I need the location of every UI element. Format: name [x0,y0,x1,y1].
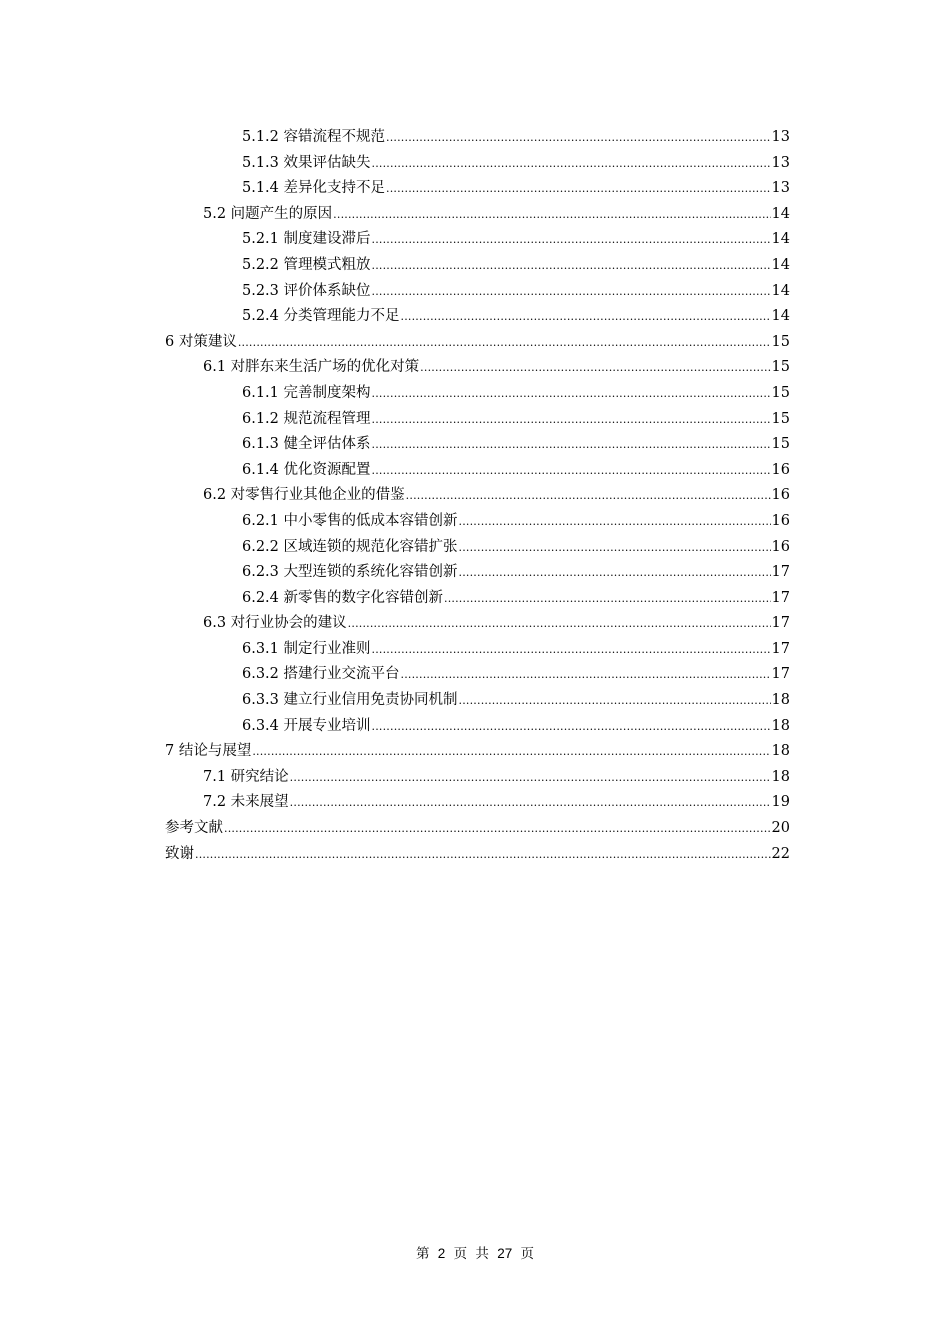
toc-entry-title: 5.2.1 制度建设滞后 [242,231,371,248]
toc-dot-leader [459,688,771,714]
toc-entry-title: 6.1.4 优化资源配置 [242,461,371,478]
toc-entry-title: 5.2.3 评价体系缺位 [242,282,371,299]
toc-entry-page: 16 [771,487,790,504]
toc-entry[interactable] [165,790,790,816]
toc-entry-page: 13 [771,154,790,171]
toc-dot-leader [372,637,771,663]
toc-entry[interactable] [165,535,790,561]
toc-entry-title: 6.2.2 区域连锁的规范化容错扩张 [242,538,458,555]
toc-entry-page: 17 [771,564,790,581]
toc-entry[interactable] [165,227,790,253]
toc-entry[interactable] [165,662,790,688]
toc-entry-title: 5.2.2 管理模式粗放 [242,256,371,273]
toc-entry[interactable] [165,432,790,458]
toc-dot-leader [444,586,771,612]
toc-entry-title: 6.3 对行业协会的建议 [203,615,347,632]
toc-entry[interactable] [165,714,790,740]
toc-entry-page: 15 [771,436,790,453]
toc-entry[interactable] [165,125,790,151]
toc-entry[interactable] [165,637,790,663]
page-footer [0,1242,950,1262]
toc-dot-leader [420,355,770,381]
toc-entry-page: 16 [771,512,790,529]
toc-entry[interactable] [165,151,790,177]
toc-entry[interactable] [165,330,790,356]
toc-entry-title: 6.3.2 搭建行业交流平台 [242,666,400,683]
toc-entry-title: 6.1.3 健全评估体系 [242,436,371,453]
toc-entry[interactable] [165,202,790,228]
toc-entry-page: 18 [771,692,790,709]
toc-entry-page: 14 [771,308,790,325]
toc-dot-leader [459,509,771,535]
toc-entry-title: 6.3.1 制定行业准则 [242,640,371,657]
toc-entry[interactable] [165,611,790,637]
toc-entry-title: 6.1.1 完善制度架构 [242,384,371,401]
toc-entry-page: 14 [771,282,790,299]
toc-entry-title: 6.2.4 新零售的数字化容错创新 [242,589,444,606]
toc-entry[interactable] [165,304,790,330]
toc-dot-leader [459,560,771,586]
toc-entry[interactable] [165,586,790,612]
toc-entry-page: 14 [771,231,790,248]
toc-entry-title: 参考文献 [165,820,223,837]
toc-entry[interactable] [165,279,790,305]
toc-entry-title: 5.2 问题产生的原因 [203,205,333,222]
toc-dot-leader [290,790,771,816]
toc-dot-leader [372,432,771,458]
toc-entry[interactable] [165,483,790,509]
toc-entry-title: 6.2 对零售行业其他企业的借鉴 [203,487,405,504]
toc-entry-page: 16 [771,538,790,555]
toc-entry-title: 6 对策建议 [165,333,237,350]
toc-dot-leader [459,535,771,561]
toc-entry[interactable] [165,381,790,407]
toc-entry[interactable] [165,560,790,586]
toc-entry-title: 5.1.2 容错流程不规范 [242,129,386,145]
toc-entry-page: 20 [771,820,790,837]
toc-entry-title: 6.3.4 开展专业培训 [242,717,371,734]
toc-entry[interactable] [165,509,790,535]
toc-dot-leader [252,739,770,765]
footer-total-pages: 27 [497,1246,513,1261]
footer-middle: 页 共 [453,1246,489,1262]
toc-entry-page: 15 [771,359,790,376]
toc-entry-title: 7.1 研究结论 [203,768,289,785]
toc-dot-leader [238,330,771,356]
toc-entry-page: 16 [771,461,790,478]
toc-dot-leader [372,407,771,433]
toc-dot-leader [372,253,771,279]
toc-dot-leader [372,714,771,740]
toc-entry-title: 5.2.4 分类管理能力不足 [242,308,400,325]
toc-entry[interactable] [165,688,790,714]
toc-dot-leader [224,816,771,842]
footer-page-number: 2 [437,1246,446,1261]
toc-entry-title: 6.1.2 规范流程管理 [242,410,371,427]
toc-dot-leader [386,176,771,202]
toc-entry-page: 15 [771,410,790,427]
toc-entry[interactable] [165,458,790,484]
toc-entry-title: 6.2.1 中小零售的低成本容错创新 [242,512,458,529]
toc-entry-page: 17 [771,640,790,657]
toc-dot-leader [372,458,771,484]
toc-dot-leader [372,151,771,177]
toc-entry-page: 17 [771,666,790,683]
toc-dot-leader [401,304,771,330]
toc-entry-page: 17 [771,589,790,606]
toc-entry-title: 7.2 未来展望 [203,794,289,811]
toc-entry-title: 5.1.3 效果评估缺失 [242,154,371,171]
toc-entry-title: 7 结论与展望 [165,743,252,760]
footer-suffix: 页 [520,1246,535,1262]
toc-entry-page: 18 [771,743,790,760]
toc-dot-leader [372,227,771,253]
toc-entry[interactable] [165,176,790,202]
toc-dot-leader [372,279,771,305]
footer-prefix: 第 [415,1246,430,1262]
table-of-contents [165,125,790,867]
toc-dot-leader [386,125,771,151]
toc-entry-page: 18 [771,768,790,785]
toc-entry-page: 19 [771,794,790,811]
toc-dot-leader [290,765,771,791]
toc-entry-page: 15 [771,333,790,350]
toc-entry-page: 18 [771,717,790,734]
toc-entry[interactable] [165,765,790,791]
toc-entry[interactable] [165,407,790,433]
toc-entry-title: 6.1 对胖东来生活广场的优化对策 [203,359,420,376]
toc-entry-page: 13 [771,129,790,145]
toc-entry-page: 15 [771,384,790,401]
toc-dot-leader [348,611,771,637]
toc-dot-leader [333,202,770,228]
toc-entry-title: 6.2.3 大型连锁的系统化容错创新 [242,564,458,581]
toc-dot-leader [401,662,771,688]
toc-entry-page: 14 [771,256,790,273]
toc-entry[interactable] [165,253,790,279]
toc-entry-title: 5.1.4 差异化支持不足 [242,180,386,197]
toc-entry[interactable] [165,739,790,765]
toc-entry-page: 17 [771,615,790,632]
toc-entry-page: 13 [771,180,790,197]
toc-entry-title: 6.3.3 建立行业信用免责协同机制 [242,692,458,709]
toc-entry-page: 14 [771,205,790,222]
toc-entry[interactable] [165,355,790,381]
toc-entry-page: 22 [771,845,790,862]
toc-dot-leader [406,483,771,509]
toc-entry-title: 致谢 [165,845,194,862]
toc-entry[interactable] [165,816,790,842]
toc-dot-leader [372,381,771,407]
toc-dot-leader [195,842,771,868]
toc-entry[interactable] [165,842,790,868]
